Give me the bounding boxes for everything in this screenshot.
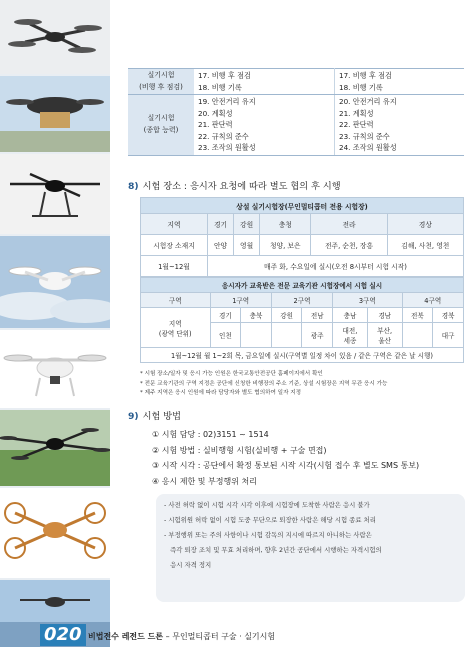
table-cell: 4구역 xyxy=(402,293,463,308)
table-cell: 광주 xyxy=(302,323,333,348)
section-title: 시험 장소 : 응시자 요청에 따라 별도 협의 후 시행 xyxy=(142,181,341,192)
table-cell: 1월~12월 xyxy=(141,256,208,277)
table-cell: 부산, 울산 xyxy=(367,323,402,348)
table-cell: 전북 xyxy=(402,308,433,323)
drone-photo-1 xyxy=(0,0,110,74)
table-cell: 안양 xyxy=(207,235,233,256)
table-cell: 경기 xyxy=(210,308,241,323)
drone-photo-5 xyxy=(0,330,110,408)
list-item: 18. 비행 기록 xyxy=(198,82,242,92)
table-cell xyxy=(335,95,465,156)
drone-photo-4 xyxy=(0,236,110,328)
table-cell: 충북 xyxy=(241,308,272,323)
list-item: 18. 비행 기록 xyxy=(339,82,383,92)
table-cell: 경상 xyxy=(387,214,463,235)
table-cell: 충남 xyxy=(333,308,368,323)
list-item: - 시험위원 허락 없이 시험 도중 무단으로 퇴장한 사람은 해당 시험 종료 처리 xyxy=(164,516,376,524)
drone-photo-2 xyxy=(0,76,110,152)
table-cell: 전남 xyxy=(302,308,333,323)
list-item: - 사전 허락 없이 시험 시각 시각 이후에 시험장에 도착한 사람은 응시 불가 xyxy=(164,501,370,509)
table-cell xyxy=(271,323,302,348)
list-item: ③ 시작 시각 : 공단에서 확정 통보된 시작 시각(시험 접수 후 별도 SMS 통보) xyxy=(152,461,420,471)
table-cell: 3구역 xyxy=(333,293,402,308)
evaluation-items-table xyxy=(128,68,464,156)
note-item: * 전문 교육기관의 구역 지정은 공단에 신청한 비행장의 주소 기준, 상설 시험장은 지역 무관 응시 가능 xyxy=(140,380,388,387)
table-row xyxy=(141,235,464,256)
table-cell: 2구역 xyxy=(271,293,332,308)
permanent-test-site-table xyxy=(140,197,464,277)
table-row xyxy=(141,256,464,277)
table-row xyxy=(128,69,464,95)
list-item: 21. 판단력 xyxy=(198,120,233,129)
table-cell xyxy=(402,323,433,348)
table-row xyxy=(141,348,464,363)
table-cell: 시험장 소재지 xyxy=(141,235,208,256)
footer-title xyxy=(88,631,275,642)
table-header: 응시자가 교육받은 전문 교육기관 시험장에서 시험 실시 xyxy=(141,278,464,293)
list-item: ② 시험 방법 : 실비행형 시험(실비행 + 구술 면접) xyxy=(152,445,327,455)
list-item: 23. 규칙의 준수 xyxy=(339,131,390,141)
section-9-heading xyxy=(128,408,181,422)
chapter-title: – 무인멀티콥터 구술 · 실기시험 xyxy=(163,632,276,641)
table-cell: 청양, 보은 xyxy=(260,235,311,256)
drone-photo-7 xyxy=(0,488,110,578)
list-item: ① 시험 담당 : 02)3151 ~ 1514 xyxy=(152,430,269,439)
table-cell: 경기 xyxy=(207,214,233,235)
table-row xyxy=(141,308,464,323)
table-cell: 김해, 사천, 영천 xyxy=(387,235,463,256)
table-cell: 경남 xyxy=(367,308,402,323)
page-number: 020 xyxy=(40,624,86,646)
page-content xyxy=(120,0,470,647)
list-item: 20. 안전거리 유지 xyxy=(339,97,397,106)
table-cell: 충청 xyxy=(260,214,311,235)
list-item: 17. 비행 후 점검 xyxy=(339,71,393,80)
list-item: 20. 계획성 xyxy=(198,108,233,118)
institution-test-site-table xyxy=(140,277,464,363)
drone-photo-6 xyxy=(0,410,110,486)
table-row xyxy=(141,214,464,235)
table-row xyxy=(141,293,464,308)
table-cell: 경북 xyxy=(433,308,464,323)
list-item: 22. 판단력 xyxy=(339,120,374,129)
table-cell: 영월 xyxy=(234,235,260,256)
table-cell: 지역 xyxy=(141,214,208,235)
photo-sidebar xyxy=(0,0,110,647)
list-item: ④ 응시 제한 및 부정행위 처리 xyxy=(152,477,257,487)
list-item: 24. 조작의 원활성 xyxy=(339,143,397,152)
table-cell: 강원 xyxy=(271,308,302,323)
row-label-text: 실기시험 (종합 능력) xyxy=(143,114,179,134)
table-cell: 지역 (광역 단위) xyxy=(141,308,211,348)
table-cell xyxy=(194,69,335,95)
note-item: * 제주 지역은 응시 인원에 따라 담당자와 별도 협의하여 일자 지정 xyxy=(140,390,302,396)
list-item: 19. 안전거리 유지 xyxy=(198,97,256,106)
table-cell: 강원 xyxy=(234,214,260,235)
section-number: 9) xyxy=(128,411,139,422)
list-item: 17. 비행 후 점검 xyxy=(198,71,252,80)
table-cell xyxy=(194,95,335,156)
section-8-heading xyxy=(128,178,341,192)
section-title: 시험 방법 xyxy=(142,411,182,422)
table-cell: 구역 xyxy=(141,293,211,308)
table-cell: 전주, 순천, 장흥 xyxy=(311,235,387,256)
table-cell: 1구역 xyxy=(210,293,271,308)
table-cell: 1월~12월 월 1~2회 목, 금요일에 실시(구역별 일정 차이 있음 / 같은 구역은 같은 날 시행) xyxy=(141,348,464,363)
table-header: 상설 실기시험장(무인멀티콥터 전용 시험장) xyxy=(141,198,464,214)
restriction-box xyxy=(156,494,465,602)
table-cell: 대구 xyxy=(433,323,464,348)
list-item: - 부정행위 또는 주의 사항이나 시험 감독의 지시에 따르지 아니하는 사람은 xyxy=(164,531,372,539)
table-cell xyxy=(241,323,272,348)
table-cell xyxy=(335,69,465,95)
table-cell: 대전, 세종 xyxy=(333,323,368,348)
row-label xyxy=(128,69,194,95)
book-title: 비법전수 레전드 드론 xyxy=(88,632,164,641)
table-row xyxy=(128,95,464,156)
list-item: 22. 규칙의 준수 xyxy=(198,131,249,141)
row-label-text: 실기시험 (비행 후 점검) xyxy=(139,71,183,91)
list-item: 23. 조작의 원활성 xyxy=(198,143,256,152)
list-item: 즉각 퇴장 조치 및 무효 처리하며, 향후 2년간 공단에서 시행하는 자격시험의 xyxy=(164,546,382,554)
list-item: 21. 계획성 xyxy=(339,108,374,118)
table-cell: 매주 화, 수요일에 실시(오전 8시부터 시험 시작) xyxy=(207,256,463,277)
drone-photo-3 xyxy=(0,154,110,234)
exam-method-steps xyxy=(152,427,419,490)
table-cell: 전라 xyxy=(311,214,387,235)
notes xyxy=(140,370,468,399)
section-number: 8) xyxy=(128,181,139,192)
row-label xyxy=(128,95,194,156)
note-item: * 시험 장소/일자 및 응시 가능 인원은 한국교통안전공단 홈페이지에서 확인 xyxy=(140,371,323,377)
list-item: 응시 자격 정지 xyxy=(164,561,212,569)
table-cell: 인천 xyxy=(210,323,241,348)
